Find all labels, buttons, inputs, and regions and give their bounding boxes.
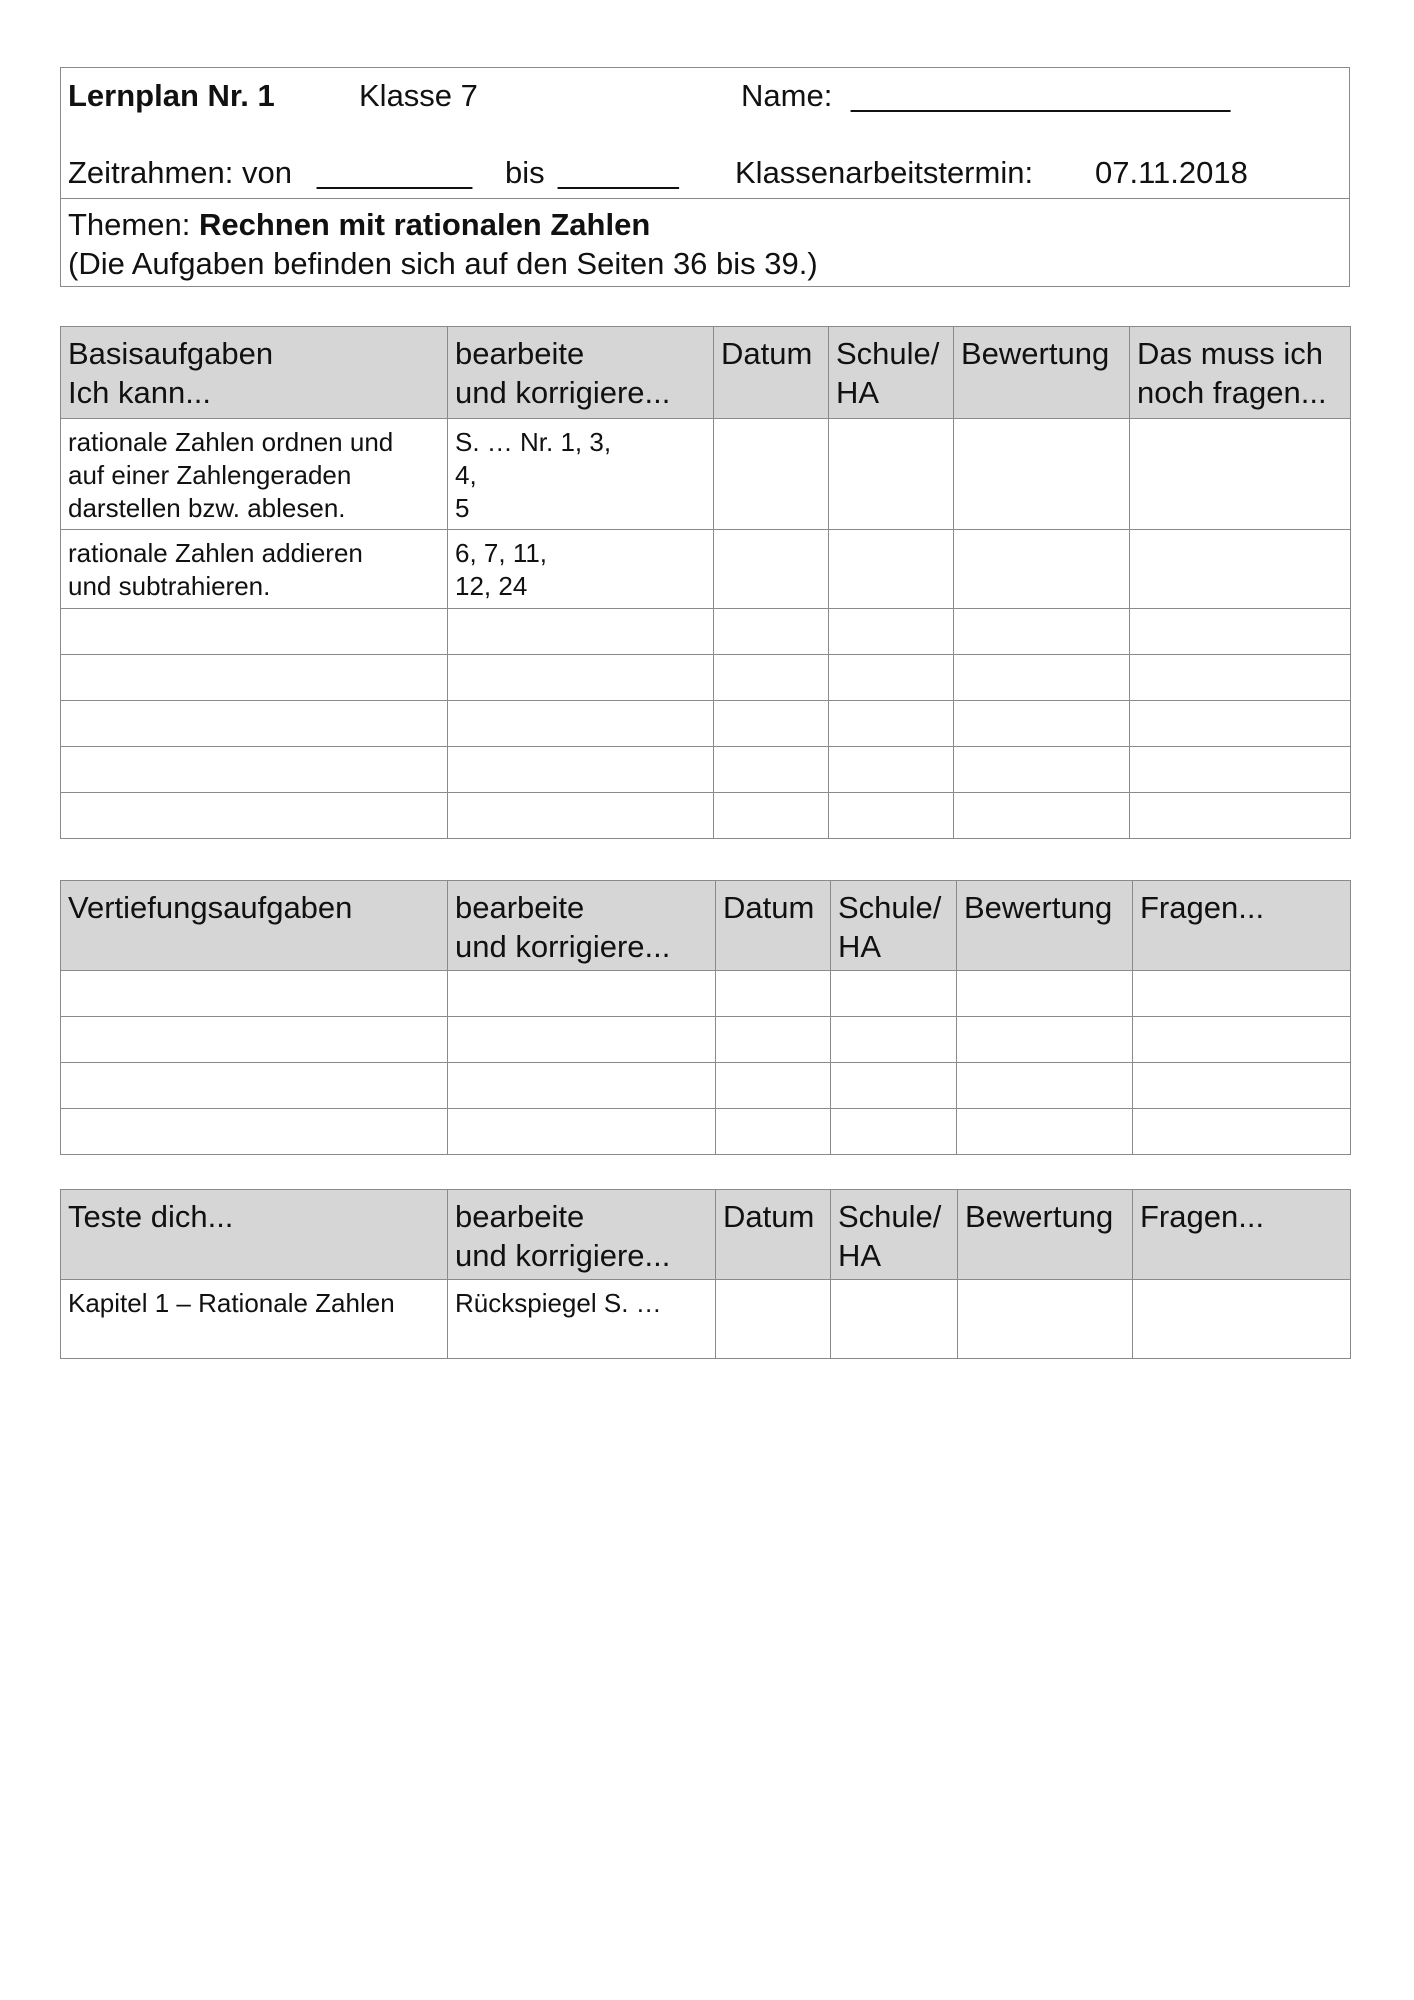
bewertung-cell[interactable] — [954, 419, 1130, 530]
teste-header-bewertung: Bewertung — [958, 1190, 1133, 1280]
table-row — [61, 793, 1351, 839]
table-row — [61, 1017, 1351, 1063]
teste-header-schule: Schule/ HA — [831, 1190, 958, 1280]
bis-blank-field[interactable]: _______ — [558, 155, 679, 190]
task-cell[interactable] — [61, 1109, 448, 1155]
themen-note: (Die Aufgaben befinden sich auf den Seiten 36 bis 39.) — [68, 246, 818, 281]
fragen-cell[interactable] — [1130, 609, 1351, 655]
themen-section — [68, 205, 818, 283]
schule-cell[interactable] — [831, 1017, 957, 1063]
fragen-cell[interactable] — [1133, 1017, 1351, 1063]
bearbeite-cell[interactable] — [448, 793, 714, 839]
bewertung-cell[interactable] — [954, 701, 1130, 747]
bearbeite-cell: S. … Nr. 1, 3, 4, 5 — [448, 419, 714, 530]
bis-label: bis — [505, 155, 545, 190]
table-row — [61, 747, 1351, 793]
fragen-cell[interactable] — [1133, 1280, 1351, 1359]
datum-cell[interactable] — [714, 655, 829, 701]
fragen-cell[interactable] — [1130, 701, 1351, 747]
schule-cell[interactable] — [829, 793, 954, 839]
bearbeite-cell[interactable] — [448, 747, 714, 793]
datum-cell[interactable] — [714, 793, 829, 839]
table-row — [61, 701, 1351, 747]
schule-cell[interactable] — [831, 1280, 958, 1359]
table-row — [61, 419, 1351, 530]
schule-cell[interactable] — [829, 419, 954, 530]
task-cell[interactable] — [61, 793, 448, 839]
vertiefung-table — [60, 880, 1351, 1155]
fragen-cell[interactable] — [1133, 1109, 1351, 1155]
themen-line — [68, 205, 818, 244]
name-label: Name: — [741, 78, 833, 113]
task-cell[interactable] — [61, 701, 448, 747]
bearbeite-cell[interactable] — [448, 1109, 716, 1155]
bewertung-cell[interactable] — [954, 747, 1130, 793]
bearbeite-cell[interactable] — [448, 1063, 716, 1109]
header-box — [60, 67, 1350, 287]
bewertung-cell[interactable] — [957, 1017, 1133, 1063]
teste-header-task: Teste dich... — [61, 1190, 448, 1280]
bewertung-cell[interactable] — [954, 530, 1130, 609]
table-row — [61, 1063, 1351, 1109]
basis-header-row — [61, 327, 1351, 419]
basis-header-task: Basisaufgaben Ich kann... — [61, 327, 448, 419]
fragen-cell[interactable] — [1130, 793, 1351, 839]
schule-cell[interactable] — [829, 609, 954, 655]
bewertung-cell[interactable] — [957, 1109, 1133, 1155]
schule-cell[interactable] — [831, 1109, 957, 1155]
table-row — [61, 609, 1351, 655]
themen-title: Rechnen mit rationalen Zahlen — [198, 207, 651, 242]
bearbeite-cell[interactable] — [448, 655, 714, 701]
bearbeite-cell: Rückspiegel S. … — [448, 1280, 716, 1359]
teste-header-bearbeite: bearbeite und korrigiere... — [448, 1190, 716, 1280]
basis-header-bewertung: Bewertung — [954, 327, 1130, 419]
task-cell[interactable] — [61, 609, 448, 655]
teste-header-fragen: Fragen... — [1133, 1190, 1351, 1280]
bewertung-cell[interactable] — [954, 609, 1130, 655]
teste-header-datum: Datum — [716, 1190, 831, 1280]
schule-cell[interactable] — [829, 655, 954, 701]
klassenarbeit-date: 07.11.2018 — [1095, 155, 1248, 190]
schule-cell[interactable] — [831, 971, 957, 1017]
fragen-cell[interactable] — [1130, 530, 1351, 609]
bearbeite-cell[interactable] — [448, 971, 716, 1017]
teste-header-row — [61, 1190, 1351, 1280]
fragen-cell[interactable] — [1130, 419, 1351, 530]
table-row — [61, 655, 1351, 701]
bearbeite-cell[interactable] — [448, 701, 714, 747]
datum-cell[interactable] — [714, 747, 829, 793]
task-cell[interactable] — [61, 747, 448, 793]
vertiefung-header-schule: Schule/ HA — [831, 881, 957, 971]
vertiefung-header-row — [61, 881, 1351, 971]
task-cell: rationale Zahlen ordnen und auf einer Zahlengeraden darstellen bzw. ablesen. — [61, 419, 448, 530]
header-top-section — [61, 68, 1349, 199]
zeitrahmen-label: Zeitrahmen: von — [68, 155, 292, 190]
schule-cell[interactable] — [829, 747, 954, 793]
basis-header-fragen: Das muss ich noch fragen... — [1130, 327, 1351, 419]
bewertung-cell[interactable] — [954, 793, 1130, 839]
vertiefung-header-bewertung: Bewertung — [957, 881, 1133, 971]
bearbeite-cell[interactable] — [448, 1017, 716, 1063]
klassenarbeit-label: Klassenarbeitstermin: — [735, 155, 1034, 190]
bearbeite-cell: 6, 7, 11, 12, 24 — [448, 530, 714, 609]
datum-cell[interactable] — [714, 609, 829, 655]
datum-cell[interactable] — [714, 530, 829, 609]
task-cell[interactable] — [61, 1017, 448, 1063]
lernplan-title: Lernplan Nr. 1 — [68, 78, 275, 113]
basis-header-schule: Schule/ HA — [829, 327, 954, 419]
basis-header-datum: Datum — [714, 327, 829, 419]
themen-label: Themen: — [68, 207, 199, 242]
task-cell[interactable] — [61, 971, 448, 1017]
fragen-cell[interactable] — [1133, 1063, 1351, 1109]
von-blank-field[interactable]: _________ — [317, 155, 473, 190]
bearbeite-cell[interactable] — [448, 609, 714, 655]
klasse-label: Klasse 7 — [359, 78, 478, 113]
bewertung-cell[interactable] — [954, 655, 1130, 701]
fragen-cell[interactable] — [1130, 655, 1351, 701]
task-cell: rationale Zahlen addieren und subtrahieren. — [61, 530, 448, 609]
bewertung-cell[interactable] — [958, 1280, 1133, 1359]
datum-cell[interactable] — [716, 1280, 831, 1359]
fragen-cell[interactable] — [1130, 747, 1351, 793]
datum-cell[interactable] — [714, 701, 829, 747]
datum-cell[interactable] — [716, 1017, 831, 1063]
table-row — [61, 971, 1351, 1017]
task-cell[interactable] — [61, 655, 448, 701]
fragen-cell[interactable] — [1133, 971, 1351, 1017]
bewertung-cell[interactable] — [957, 971, 1133, 1017]
vertiefung-header-bearbeite: bearbeite und korrigiere... — [448, 881, 716, 971]
datum-cell[interactable] — [716, 971, 831, 1017]
vertiefung-header-fragen: Fragen... — [1133, 881, 1351, 971]
datum-cell[interactable] — [716, 1063, 831, 1109]
teste-table — [60, 1189, 1351, 1359]
schule-cell[interactable] — [829, 701, 954, 747]
basis-header-bearbeite: bearbeite und korrigiere... — [448, 327, 714, 419]
name-blank-field[interactable]: ______________________ — [851, 78, 1231, 113]
table-row — [61, 1109, 1351, 1155]
task-cell: Kapitel 1 – Rationale Zahlen — [61, 1280, 448, 1359]
datum-cell[interactable] — [714, 419, 829, 530]
table-row — [61, 530, 1351, 609]
schule-cell[interactable] — [829, 530, 954, 609]
task-cell[interactable] — [61, 1063, 448, 1109]
vertiefung-header-task: Vertiefungsaufgaben — [61, 881, 448, 971]
basis-table — [60, 326, 1351, 839]
table-row — [61, 1280, 1351, 1359]
bewertung-cell[interactable] — [957, 1063, 1133, 1109]
vertiefung-header-datum: Datum — [716, 881, 831, 971]
schule-cell[interactable] — [831, 1063, 957, 1109]
datum-cell[interactable] — [716, 1109, 831, 1155]
